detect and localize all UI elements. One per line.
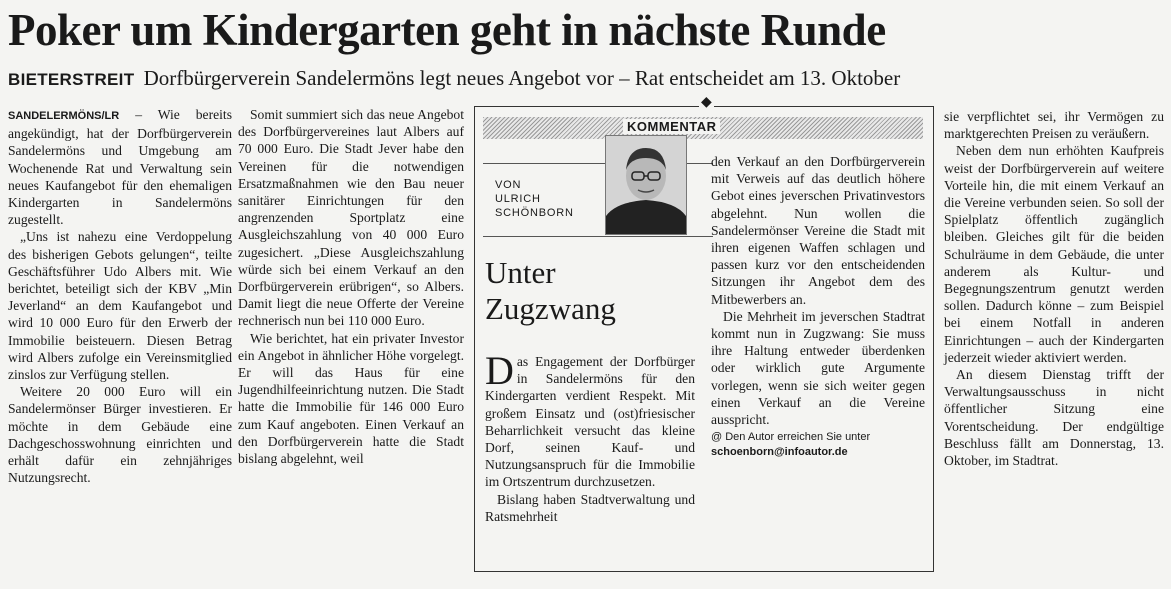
kicker: BIETERSTREIT <box>8 70 135 89</box>
paragraph-text: as Engagement der Dorfbürger in Sandelermöns für den Kindergarten verdient Respekt. Mit großem Einsatz und (ost)friesischer Beharrlichkeit versucht das kleine Dorf, seinen Kauf- und Nutzungsanspruch für die Immobilie im Ortszentrum durchzusetzen. <box>485 354 695 490</box>
article-column-1 <box>8 106 232 486</box>
author-byline <box>495 178 574 220</box>
commentary-box <box>474 95 934 572</box>
subheadline-row <box>8 64 1168 94</box>
paragraph: „Uns ist nahezu eine Verdoppelung des bisherigen Gebots gelungen“, teilte Geschäftsführer Udo Albers mit. Wie berichtet, beteiligt sich der KBV „Min Jeverland“ an dem Kaufangebot und wird 10 000 Euro für den Erwerb der Immobilie beisteuern. Diesen Betrag wird Albers zufolge ein Vereinsmitglied zinslos zur Verfügung stellen. <box>8 229 232 383</box>
author-first-name: ULRICH <box>495 193 541 205</box>
commentary-title <box>485 255 705 327</box>
subheadline: Dorfbürgerverein Sandelermöns legt neues Angebot vor – Rat entscheidet am 13. Oktober <box>143 66 901 90</box>
article-column-2 <box>238 106 464 467</box>
paragraph: sie verpflichtet sei, ihr Vermögen zu marktgerechten Preisen zu veräußern. <box>944 109 1164 142</box>
commentary-column-1 <box>485 348 695 525</box>
drop-cap: D <box>485 348 514 393</box>
author-portrait-icon <box>606 136 686 234</box>
author-von: VON <box>495 179 522 191</box>
paragraph-text: – Wie bereits angekündigt, hat der Dorfbürgerverein Sandelermöns und Umgebung am Wochenende Rat und Verwaltung sein neues Kaufangebot für den ehemaligen Kindergarten in Sandelermöns zugestellt. <box>8 107 232 228</box>
paragraph: Die Mehrheit im jeverschen Stadtrat kommt nun in Zugzwang: Sie muss ihre Haltung entweder überdenken oder wirklich gute Argumente vorlegen, wenn sie sich weiter gegen einen Verkauf an die Vereine ausspricht. <box>711 308 925 428</box>
paragraph <box>485 348 695 491</box>
paragraph: Neben dem nun erhöhten Kaufpreis weist der Dorfbürgerverein auf weitere Vorteile hin, die mit einem Verkauf an die Vereine verbunden seien. So soll der Spielplatz öffentlich zugänglich bleiben. Gleiches gilt für die beiden Schulräume in dem Gebäude, die unter anderem als Kultur- und Begegnungszentrum genutzt werden sollen. Dadurch könne – zum Beispiel bei einem Notfall in anderen Einrichtungen – auch der Kindergarten jederzeit wieder aktiviert werden. <box>944 143 1164 365</box>
diamond-ornament-icon: ◆ <box>701 95 712 110</box>
author-last-name: SCHÖNBORN <box>495 207 574 219</box>
dateline: SANDELERMÖNS/LR <box>8 110 120 122</box>
headline: Poker um Kindergarten geht in nächste Runde <box>8 5 886 55</box>
paragraph: Somit summiert sich das neue Angebot des Dorfbürgervereines laut Albers auf 70 000 Euro. Die Stadt Jever habe den Vereinen für die notwendigen Ersatzmaßnahmen wie den Bau neuer sanitärer Einrichtungen für den angrenzenden Sportplatz eine Ausgleichszahlung von 40 000 Euro zugesichert. „Diese Ausgleichszahlung würde sich bei einem Verkauf an den Dorfbürgerverein erübrigen“, so Albers. Damit liegt die neue Offerte der Vereine rechnerisch nun bei 110 000 Euro. <box>238 107 464 329</box>
commentary-title-line2: Zugzwang <box>485 291 616 326</box>
contact-email: schoenborn@infoautor.de <box>711 446 848 459</box>
paragraph: den Verkauf an den Dorfbürgerverein mit Verweis auf das deutlich höhere Gebot eines jeverschen Privatinvestors abgelehnt. Nun wollen die Sandelermönser Vereine die Stadt mit ihren eigenen Waffen schlagen und passen kurz vor den entscheidenden Sitzungen ihr Angebot dem des Mitbewerbers an. <box>711 154 925 307</box>
paragraph: Bislang haben Stadtverwaltung und Ratsmehrheit <box>485 491 695 524</box>
commentary-title-line1: Unter <box>485 255 556 290</box>
commentary-label: KOMMENTAR <box>623 119 720 134</box>
paragraph: Weitere 20 000 Euro will ein Sandelermönser Bürger investieren. Er möchte in dem Gebäude eine Dachgeschosswohnung einrichten und erhält dafür ein zehnjähriges Nutzungsrecht. <box>8 384 232 486</box>
paragraph: An diesem Dienstag trifft der Verwaltungsausschuss in nicht öffentlicher Sitzung eine Vorentscheidung. Der endgültige Beschluss fällt am Donnerstag, 13. Oktober, im Stadtrat. <box>944 367 1164 469</box>
author-contact <box>711 430 925 460</box>
paragraph: Wie berichtet, hat ein privater Investor ein Angebot in ähnlicher Höhe vorgelegt. Er will das Haus für eine Jugendhilfeeinrichtung nutzen. Die Stadt hatte die Immobilie für 146 000 Euro zum Kauf angeboten. Einen Verkauf an den Dorfbürgerverein hatte die Stadt bislang abgelehnt, weil <box>238 330 464 467</box>
contact-text: @ Den Autor erreichen Sie unter <box>711 431 871 444</box>
author-photo <box>605 135 687 235</box>
article-column-5 <box>944 108 1164 469</box>
paragraph <box>8 106 232 228</box>
commentary-column-2 <box>711 153 925 460</box>
